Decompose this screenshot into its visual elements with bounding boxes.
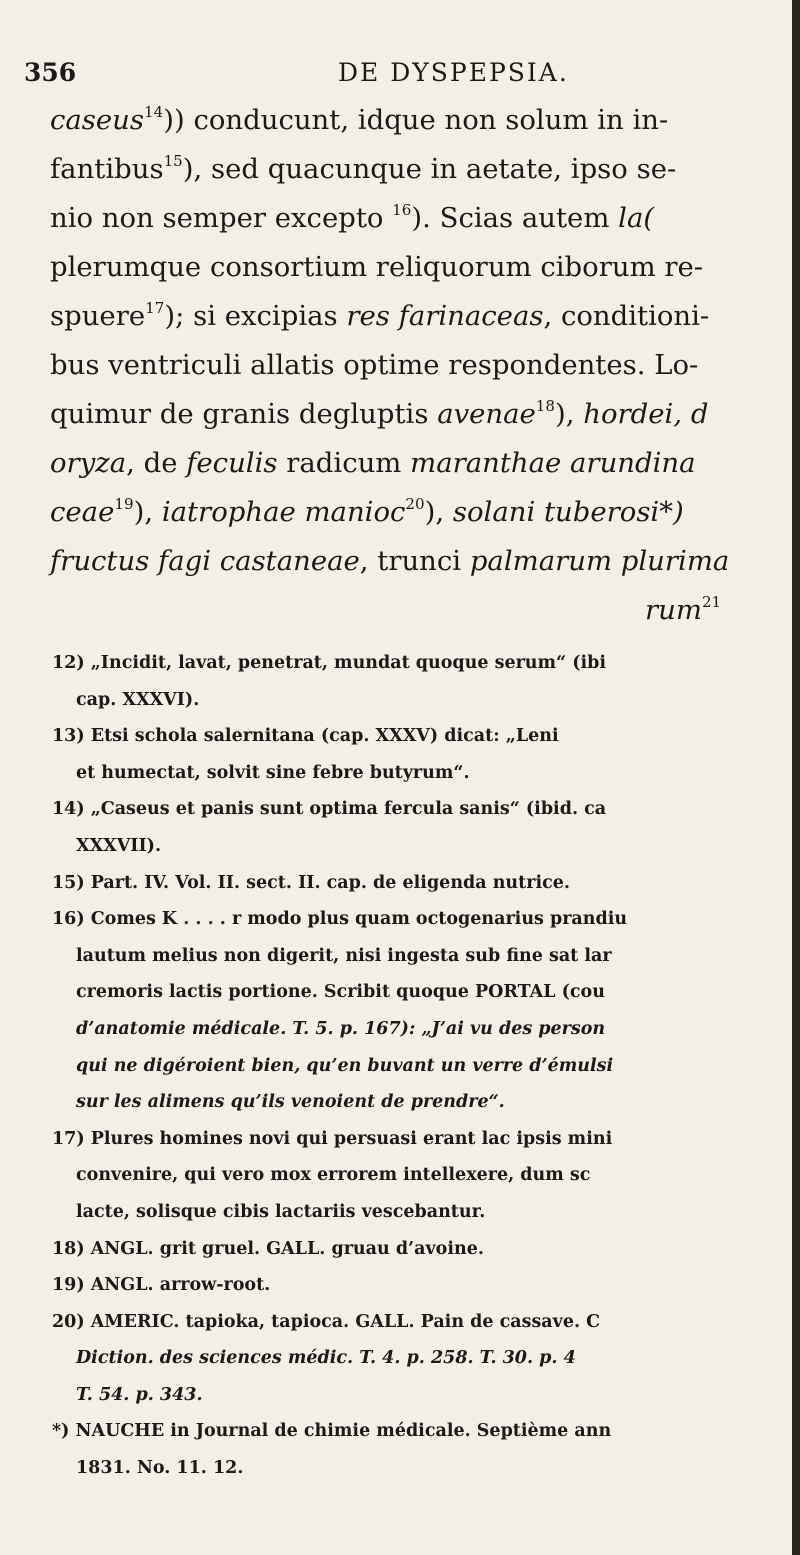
footnote-line: qui ne digéroient bien, qu’en buvant un verre d’émulsi — [76, 1055, 614, 1076]
text-line: plerumque consortium reliquorum ciborum re- — [50, 251, 704, 283]
text-line: spuere$^{17}$); si excipias res farinaceas, conditioni- — [50, 298, 710, 332]
text-line: fantibus$^{15}$), sed quacunque in aetate, ipso se- — [50, 151, 677, 185]
footnote-line: sur les alimens qu’ils venoient de prendre“. — [76, 1092, 505, 1113]
footnote-line: 17) Plures homines novi qui persuasi erant lac ipsis mini — [52, 1128, 613, 1149]
footnote-line: 13) Etsi schola salernitana (cap. XXXV) dicat: „Leni — [52, 726, 559, 747]
footnote-line: 20) AMERIC. tapioka, tapioca. GALL. Pain de cassave. C — [52, 1311, 601, 1332]
footnote-line: 19) ANGL. arrow-root. — [52, 1275, 271, 1296]
footnote-line: XXXVII). — [76, 835, 162, 856]
text-line: bus ventriculi allatis optime respondentes. Lo- — [50, 349, 699, 381]
text-line: nio non semper excepto $^{16}$). Scias autem la( — [50, 200, 655, 234]
footnote-line: *) NAUCHE in Journal de chimie médicale. Septième ann — [52, 1421, 612, 1442]
footnote-line: Diction. des sciences médic. T. 4. p. 258. T. 30. p. 4 — [76, 1348, 576, 1369]
text-line: ceae$^{19}$), iatrophae manioc$^{20}$), solani tuberosi*) — [50, 494, 684, 528]
main-text — [50, 96, 800, 635]
footnote-line: 12) „Incidit, lavat, penetrat, mundat quoque serum“ (ibi — [52, 653, 607, 673]
text-line: oryza, de feculis radicum maranthae arundina — [50, 447, 696, 479]
footnote-line: convenire, qui vero mox errorem intellexere, dum sc — [76, 1165, 591, 1186]
text-line: caseus$^{14}$)) conducunt, idque non solum in in- — [50, 102, 669, 136]
page-number: 356 — [24, 58, 77, 87]
footnote-line: 14) „Caseus et panis sunt optima fercula sanis“ (ibid. ca — [52, 799, 607, 820]
text-line: fructus fagi castaneae, trunci palmarum plurima — [50, 545, 730, 577]
footnote-line: T. 54. p. 343. — [76, 1384, 203, 1405]
footnotes — [52, 645, 800, 1487]
running-title: DE DYSPEPSIA. — [338, 58, 569, 87]
text-line: quimur de granis degluptis avenae$^{18}$), hordei, d — [50, 396, 709, 430]
footnote-line: 15) Part. IV. Vol. II. sect. II. cap. de eligenda nutrice. — [52, 872, 570, 893]
footnote-line: lacte, solisque cibis lactariis vescebantur. — [76, 1201, 486, 1222]
footnote-line: 16) Comes K . . . . r modo plus quam octogenarius prandiu — [52, 909, 628, 930]
footnote-line: cap. XXXVI). — [76, 689, 200, 710]
text-line: rum$^{21}$ — [645, 592, 722, 626]
page-header — [0, 58, 800, 98]
footnote-line: d’anatomie médicale. T. 5. p. 167): „J’ai vu des person — [76, 1018, 606, 1039]
footnote-line: et humectat, solvit sine febre butyrum“. — [76, 762, 470, 783]
footnote-line: 18) ANGL. grit gruel. GALL. gruau d’avoine. — [52, 1238, 484, 1259]
footnote-line: cremoris lactis portione. Scribit quoque PORTAL (cou — [76, 982, 605, 1003]
footnote-line: 1831. No. 11. 12. — [76, 1458, 244, 1479]
footnote-line: lautum melius non digerit, nisi ingesta sub fine sat lar — [76, 945, 612, 966]
